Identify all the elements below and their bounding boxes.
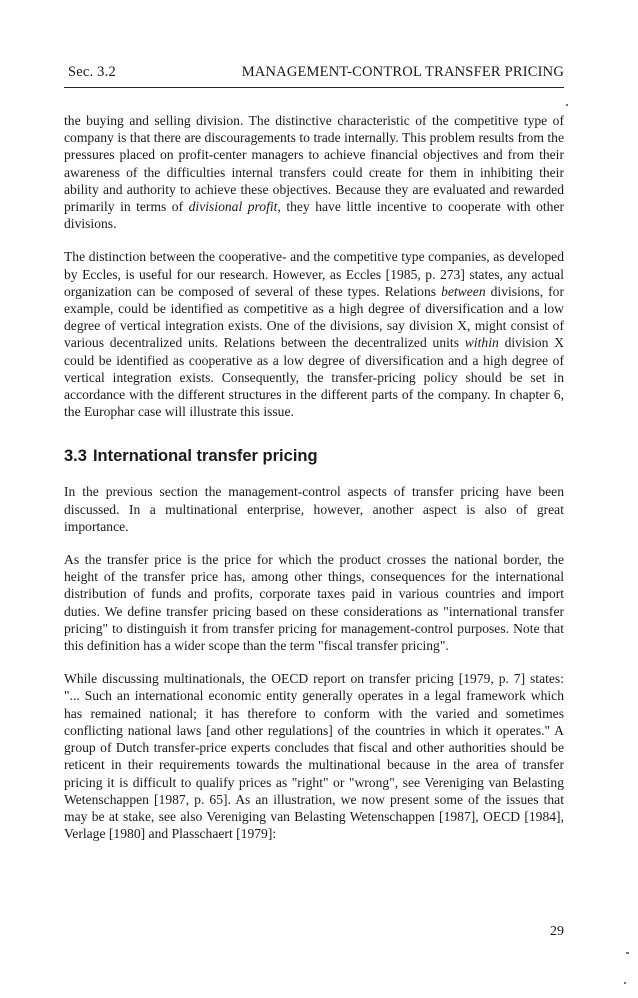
scan-speck xyxy=(624,982,626,984)
text-span: The distinction between the cooperative- and the competitive type companies, as developed by Eccles, is useful for our research. However, as Eccles [1985, p. 273] states, any actual organization can be composed of several of these types. Relations xyxy=(64,249,564,299)
emphasis: between xyxy=(441,283,486,299)
section-title: International transfer pricing xyxy=(92,447,318,466)
paragraph-eccles-distinction xyxy=(64,248,564,420)
section-heading xyxy=(64,446,564,466)
header-rule xyxy=(64,87,564,88)
emphasis: within xyxy=(464,335,499,351)
scan-speck xyxy=(566,104,568,106)
running-header xyxy=(68,64,564,86)
text-span: the buying and selling division. The distinctive characteristic of the competitive type of company is that there are discouragements to trade internally. This problem results from the pressures placed on profit-center managers to achieve financial objectives and from their awareness of the difficulties internal transfers could create for them in inhibiting their ability and authority to achieve these objectives. Because they are evaluated and rewarded primarily in terms of xyxy=(64,113,564,215)
text-span: , they have little incentive to cooperate with other divisions. xyxy=(64,199,565,232)
body-text xyxy=(64,112,564,858)
text-span: division X could be identified as cooperative as a low degree of diversification and a high degree of vertical integration exists. Consequently, the transfer-pricing policy should be set in accordance with the different structures in the different parts of the company. In chapter 6, the Europhar case will illustrate this issue. xyxy=(64,335,565,420)
scan-speck xyxy=(626,952,629,954)
section-reference: Sec. 3.2 xyxy=(68,64,116,80)
text-span: divisions, for example, could be identified as competitive as a high degree of diversification and a low degree of vertical integration exists. One of the divisions, say division X, might consist of various decentralized units. Relations between the decentralized units xyxy=(64,283,564,351)
paragraph-competitive-type xyxy=(64,112,564,232)
emphasis: divisional profit xyxy=(188,199,278,215)
paragraph-oecd: While discussing multinationals, the OECD report on transfer pricing [1979, p. 7] states: "... Such an international economic entity generally operates in a legal framework which has remained national; it has therefore to conform with the varied and sometimes conflicting national laws [and other regulations] of the countries in which it operates." A group of Dutch transfer-price experts concludes that fiscal and other authorities should be reticent in their requirements towards the multinational because in the area of transfer pricing it is difficult to qualify prices as "right" or "wrong", see Vereniging van Belasting Wetenschappen [1987, p. 65]. As an illustration, we now present some of the issues that may be at stake, see also Vereniging van Belasting Wetenschappen [1987], OECD [1984], Verlage [1980] and Plasschaert [1979]: xyxy=(64,671,564,842)
section-number: 3.3 xyxy=(64,447,87,466)
paragraph-intro: In the previous section the management-control aspects of transfer pricing have been discussed. In a multinational enterprise, however, another aspect is also of great importance. xyxy=(64,484,564,534)
running-title: MANAGEMENT-CONTROL TRANSFER PRICING xyxy=(241,64,564,80)
paragraph-definition: As the transfer price is the price for which the product crosses the national border, the height of the transfer price has, among other things, consequences for the international distribution of funds and profits, corporate taxes paid in various countries and import duties. We define transfer pricing based on these considerations as "international transfer pricing" to distinguish it from transfer pricing for management-control purposes. Note that this definition has a wider scope than the term "fiscal transfer pricing". xyxy=(64,552,564,654)
page-number: 29 xyxy=(550,924,564,939)
